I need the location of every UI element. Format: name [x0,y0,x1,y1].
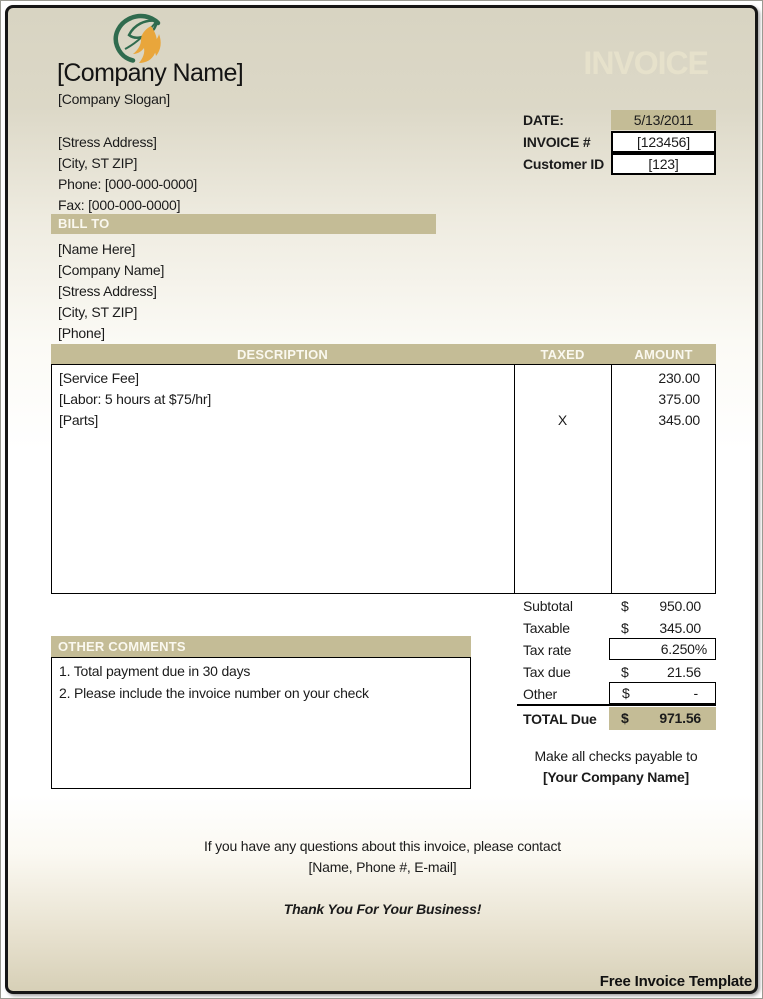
item-amount: 345.00 [658,412,700,428]
tax-due-label: Tax due [523,664,571,680]
company-name: [Company Name] [57,59,244,87]
taxable-currency: $ [621,620,629,636]
subtotal-value: 950.00 [659,598,701,614]
totals-divider [517,704,716,706]
contact-instruction: If you have any questions about this invoice, please contact [204,838,561,854]
tax-rate-box[interactable]: 6.250% [609,638,716,660]
subtotal-label: Subtotal [523,598,573,614]
tax-due-currency: $ [621,664,629,680]
item-description: [Service Fee] [59,370,139,386]
column-divider [514,365,515,593]
item-description: [Labor: 5 hours at $75/hr] [59,391,212,407]
comment-line: 1. Total payment due in 30 days [59,663,251,679]
amount-column-header: AMOUNT [634,347,693,362]
customer-id-label: Customer ID [523,156,605,172]
subtotal-currency: $ [621,598,629,614]
date-label: DATE: [523,112,564,128]
item-amount: 375.00 [658,391,700,407]
bill-to-company: [Company Name] [58,262,165,278]
free-invoice-template-brand: Free Invoice Template [599,973,752,990]
other-value: - [693,685,698,701]
customer-id-box[interactable]: [123] [611,153,716,175]
tax-due-value: 21.56 [666,664,701,680]
other-comments-box [51,657,471,789]
contact-placeholder: [Name, Phone #, E-mail] [308,859,457,875]
item-description: [Parts] [59,412,99,428]
payable-company-name: [Your Company Name] [542,769,690,785]
total-due-box [609,707,716,730]
invoice-content [1,1,762,998]
comment-line: 2. Please include the invoice number on your check [59,685,369,701]
tax-rate-label: Tax rate [523,642,572,658]
thank-you-message: Thank You For Your Business! [283,901,482,917]
leaf-flame-logo-icon [107,13,173,65]
bill-to-name: [Name Here] [58,241,136,257]
bill-to-city: [City, ST ZIP] [58,304,138,320]
total-due-label: TOTAL Due [523,711,597,727]
description-column-header: DESCRIPTION [236,347,329,362]
invoice-number-label: INVOICE # [523,134,591,150]
taxed-column-header: TAXED [540,347,585,362]
invoice-watermark-title: INVOICE [583,45,708,81]
invoice-number-box[interactable]: [123456] [611,131,716,153]
payable-note: Make all checks payable to [534,748,698,764]
company-address-line: [Stress Address] [58,134,157,150]
other-amount-box[interactable] [609,682,716,704]
bill-to-header-bar: BILL TO [51,214,436,234]
other-comments-header-bar: OTHER COMMENTS [51,636,471,657]
taxable-label: Taxable [523,620,570,636]
company-address-line: [City, ST ZIP] [58,155,138,171]
company-fax-line: Fax: [000-000-0000] [58,197,181,213]
bill-to-address: [Stress Address] [58,283,157,299]
bill-to-block [58,239,164,344]
items-table-header [51,344,716,364]
date-value-box[interactable]: 5/13/2011 [611,110,716,130]
company-address-block [58,132,197,216]
total-due-currency: $ [621,710,629,726]
item-amount: 230.00 [658,370,700,386]
total-due-value: 971.56 [659,710,701,726]
items-table-body [51,364,716,594]
other-label: Other [523,686,558,702]
taxable-value: 345.00 [659,620,701,636]
other-currency: $ [622,685,630,701]
item-taxed-flag: X [557,412,568,428]
bill-to-phone: [Phone] [58,325,105,341]
company-slogan: [Company Slogan] [58,91,170,107]
company-phone-line: Phone: [000-000-0000] [58,176,198,192]
